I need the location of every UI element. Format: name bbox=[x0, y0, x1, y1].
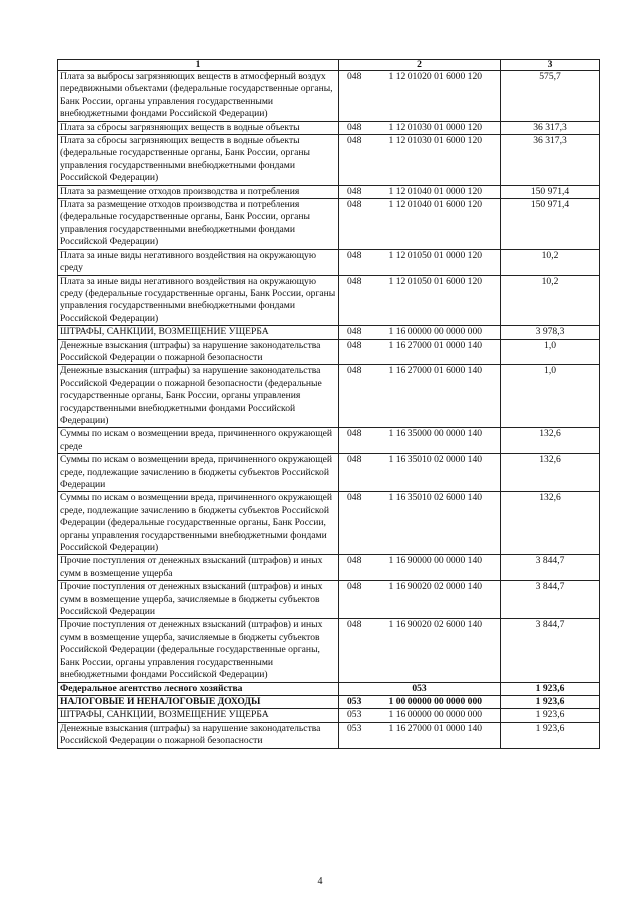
row-value: 1 923,6 bbox=[501, 709, 600, 722]
row-value: 1 923,6 bbox=[501, 695, 600, 708]
table-row bbox=[58, 71, 600, 122]
table-row bbox=[58, 249, 600, 275]
row-value: 36 317,3 bbox=[501, 121, 600, 134]
table-row bbox=[58, 365, 600, 428]
row-value: 10,2 bbox=[501, 275, 600, 326]
row-admin-code: 053 bbox=[339, 709, 383, 722]
row-value: 1,0 bbox=[501, 365, 600, 428]
table-row bbox=[58, 492, 600, 555]
row-admin-code: 048 bbox=[339, 555, 383, 581]
row-budget-code: 1 16 00000 00 0000 000 bbox=[383, 326, 501, 339]
agency-admin: 053 bbox=[339, 682, 501, 695]
row-name: Плата за размещение отходов производства и потребления bbox=[58, 185, 339, 198]
header-col1: 1 bbox=[58, 60, 339, 71]
row-name: ШТРАФЫ, САНКЦИИ, ВОЗМЕЩЕНИЕ УЩЕРБА bbox=[58, 709, 339, 722]
page-number: 4 bbox=[317, 876, 323, 887]
row-budget-code: 1 16 35010 02 0000 140 bbox=[383, 454, 501, 492]
row-budget-code: 1 16 90000 00 0000 140 bbox=[383, 555, 501, 581]
row-admin-code: 048 bbox=[339, 581, 383, 619]
row-budget-code: 1 16 00000 00 0000 000 bbox=[383, 709, 501, 722]
row-budget-code: 1 12 01030 01 0000 120 bbox=[383, 121, 501, 134]
table-row bbox=[58, 135, 600, 186]
row-value: 3 844,7 bbox=[501, 581, 600, 619]
table-row bbox=[58, 454, 600, 492]
row-budget-code: 1 16 35000 00 0000 140 bbox=[383, 428, 501, 454]
row-budget-code: 1 12 01050 01 6000 120 bbox=[383, 275, 501, 326]
row-budget-code: 1 16 27000 01 6000 140 bbox=[383, 365, 501, 428]
agency-row bbox=[58, 682, 600, 695]
row-name: Суммы по искам о возмещении вреда, причиненного окружающей среде bbox=[58, 428, 339, 454]
table-row bbox=[58, 722, 600, 748]
row-admin-code: 048 bbox=[339, 339, 383, 365]
row-value: 132,6 bbox=[501, 428, 600, 454]
row-budget-code: 1 16 90020 02 0000 140 bbox=[383, 581, 501, 619]
row-admin-code: 048 bbox=[339, 275, 383, 326]
row-name: Денежные взыскания (штрафы) за нарушение законодательства Российской Федерации о пожарной безопасности bbox=[58, 339, 339, 365]
header-col2: 2 bbox=[339, 60, 501, 71]
row-budget-code: 1 12 01050 01 0000 120 bbox=[383, 249, 501, 275]
header-row bbox=[58, 60, 600, 71]
table-row bbox=[58, 695, 600, 708]
row-value: 1 923,6 bbox=[501, 722, 600, 748]
row-name: НАЛОГОВЫЕ И НЕНАЛОГОВЫЕ ДОХОДЫ bbox=[58, 695, 339, 708]
table-row bbox=[58, 326, 600, 339]
row-name: Прочие поступления от денежных взысканий (штрафов) и иных сумм в возмещение ущерба bbox=[58, 555, 339, 581]
row-value: 150 971,4 bbox=[501, 199, 600, 250]
row-admin-code: 048 bbox=[339, 185, 383, 198]
row-budget-code: 1 12 01030 01 6000 120 bbox=[383, 135, 501, 186]
row-admin-code: 048 bbox=[339, 326, 383, 339]
row-value: 3 844,7 bbox=[501, 555, 600, 581]
table-row bbox=[58, 428, 600, 454]
row-value: 150 971,4 bbox=[501, 185, 600, 198]
row-value: 3 844,7 bbox=[501, 619, 600, 682]
budget-table bbox=[57, 59, 600, 749]
row-name: Плата за сбросы загрязняющих веществ в водные объекты bbox=[58, 121, 339, 134]
row-admin-code: 048 bbox=[339, 365, 383, 428]
row-value: 575,7 bbox=[501, 71, 600, 122]
row-admin-code: 048 bbox=[339, 249, 383, 275]
row-admin-code: 053 bbox=[339, 722, 383, 748]
table-row bbox=[58, 619, 600, 682]
row-admin-code: 048 bbox=[339, 428, 383, 454]
row-name: Суммы по искам о возмещении вреда, причиненного окружающей среде, подлежащие зачислению в бюджеты субъектов Российской Федерации (федеральные государственные органы, Банк России, органы управления государственными внебюджетными фондами Российской Федерации) bbox=[58, 492, 339, 555]
agency-value: 1 923,6 bbox=[501, 682, 600, 695]
table-row bbox=[58, 185, 600, 198]
row-value: 132,6 bbox=[501, 492, 600, 555]
row-budget-code: 1 16 35010 02 6000 140 bbox=[383, 492, 501, 555]
row-admin-code: 048 bbox=[339, 199, 383, 250]
table-row bbox=[58, 121, 600, 134]
header-col3: 3 bbox=[501, 60, 600, 71]
row-name: ШТРАФЫ, САНКЦИИ, ВОЗМЕЩЕНИЕ УЩЕРБА bbox=[58, 326, 339, 339]
row-admin-code: 048 bbox=[339, 121, 383, 134]
table-row bbox=[58, 339, 600, 365]
table-row bbox=[58, 275, 600, 326]
row-value: 1,0 bbox=[501, 339, 600, 365]
row-budget-code: 1 12 01040 01 0000 120 bbox=[383, 185, 501, 198]
row-name: Прочие поступления от денежных взысканий (штрафов) и иных сумм в возмещение ущерба, зачисляемые в бюджеты субъектов Российской Федерации (федеральные государственные органы, Банк России, органы управления государственными внебюджетными фондами Российской Федерации) bbox=[58, 619, 339, 682]
row-admin-code: 053 bbox=[339, 695, 383, 708]
row-name: Плата за иные виды негативного воздействия на окружающую среду (федеральные государственные органы, Банк России, органы управления государственными внебюджетными фондами Российской Федерации) bbox=[58, 275, 339, 326]
row-budget-code: 1 16 27000 01 0000 140 bbox=[383, 722, 501, 748]
row-budget-code: 1 16 90020 02 6000 140 bbox=[383, 619, 501, 682]
row-name: Суммы по искам о возмещении вреда, причиненного окружающей среде, подлежащие зачислению в бюджеты субъектов Российской Федерации bbox=[58, 454, 339, 492]
table-row bbox=[58, 581, 600, 619]
row-admin-code: 048 bbox=[339, 492, 383, 555]
row-budget-code: 1 12 01040 01 6000 120 bbox=[383, 199, 501, 250]
row-name: Плата за размещение отходов производства и потребления (федеральные государственные органы, Банк России, органы управления государственными внебюджетными фондами Российской Федерации) bbox=[58, 199, 339, 250]
agency-name: Федеральное агентство лесного хозяйства bbox=[58, 682, 339, 695]
row-admin-code: 048 bbox=[339, 71, 383, 122]
row-value: 10,2 bbox=[501, 249, 600, 275]
row-value: 132,6 bbox=[501, 454, 600, 492]
table-row bbox=[58, 555, 600, 581]
row-budget-code: 1 12 01020 01 6000 120 bbox=[383, 71, 501, 122]
row-name: Плата за сбросы загрязняющих веществ в водные объекты (федеральные государственные органы, Банк России, органы управления государственными внебюджетными фондами Российской Федерации) bbox=[58, 135, 339, 186]
row-name: Денежные взыскания (штрафы) за нарушение законодательства Российской Федерации о пожарной безопасности (федеральные государственные органы, Банк России, органы управления государственными внебюджетными фондами Российской Федерации) bbox=[58, 365, 339, 428]
row-name: Денежные взыскания (штрафы) за нарушение законодательства Российской Федерации о пожарной безопасности bbox=[58, 722, 339, 748]
row-value: 3 978,3 bbox=[501, 326, 600, 339]
row-value: 36 317,3 bbox=[501, 135, 600, 186]
row-admin-code: 048 bbox=[339, 619, 383, 682]
table-row bbox=[58, 709, 600, 722]
table-row bbox=[58, 199, 600, 250]
row-name: Прочие поступления от денежных взысканий (штрафов) и иных сумм в возмещение ущерба, зачисляемые в бюджеты субъектов Российской Федерации bbox=[58, 581, 339, 619]
row-budget-code: 1 16 27000 01 0000 140 bbox=[383, 339, 501, 365]
row-budget-code: 1 00 00000 00 0000 000 bbox=[383, 695, 501, 708]
row-admin-code: 048 bbox=[339, 454, 383, 492]
row-admin-code: 048 bbox=[339, 135, 383, 186]
row-name: Плата за иные виды негативного воздействия на окружающую среду bbox=[58, 249, 339, 275]
row-name: Плата за выбросы загрязняющих веществ в атмосферный воздух передвижными объектами (федеральные государственные органы, Банк России, органы управления государственными внебюджетными фондами Российской Федерации) bbox=[58, 71, 339, 122]
